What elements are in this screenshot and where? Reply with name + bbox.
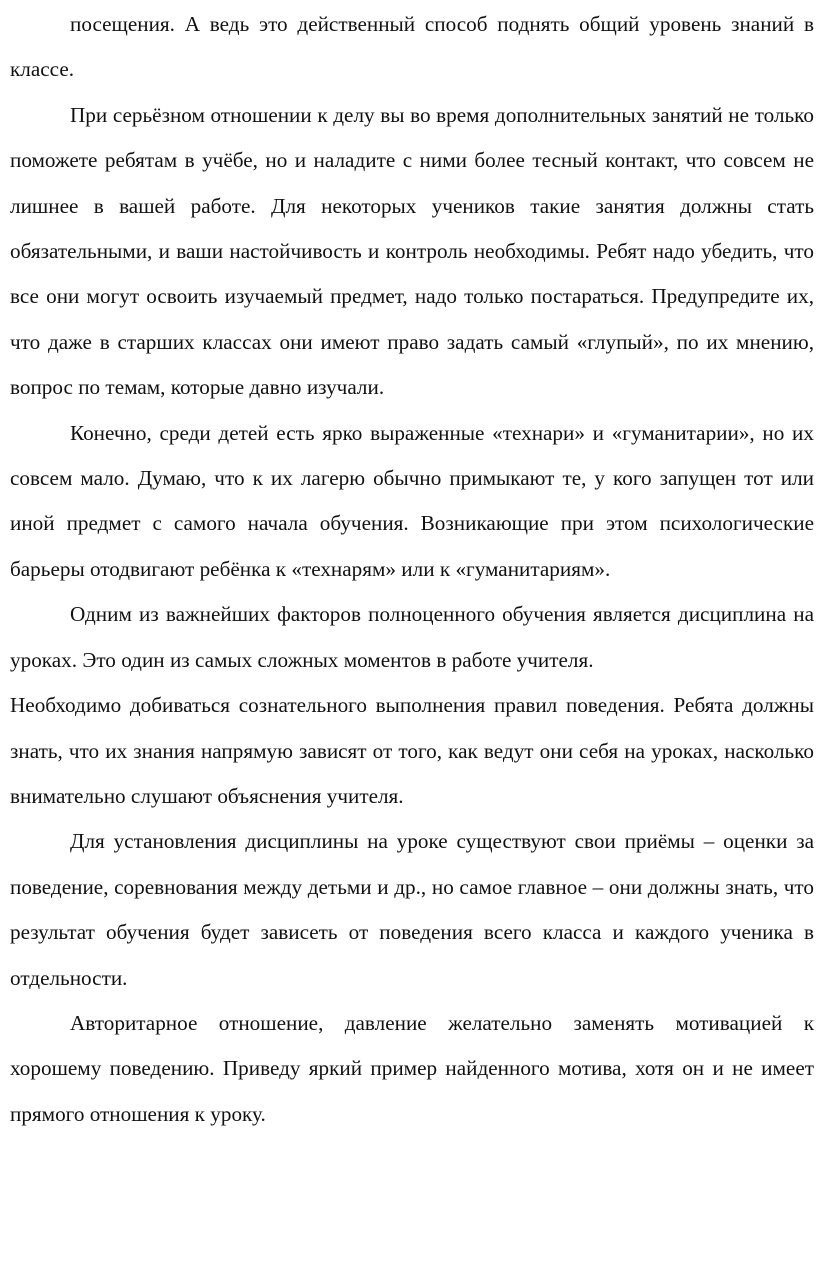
paragraph-4: Одним из важнейших факторов полноценного обучения является дисциплина на уроках. Это один из самых сложных моментов в работе учителя. xyxy=(10,602,814,672)
paragraph-2: При серьёзном отношении к делу вы во время дополнительных занятий не только поможете ребятам в учёбе, но и наладите с ними более тесный контакт, что совсем не лишнее в вашей работе. Для некоторых учеников такие занятия должны стать обязательными, и ваши настойчивость и контроль необходимы. Ребят надо убедить, что все они могут освоить изучаемый предмет, надо только постараться. Предупредите их, что даже в старших классах они имеют право задать самый «глупый», по их мнению, вопрос по темам, которые давно изучали. xyxy=(10,102,814,400)
paragraph-3: Конечно, среди детей есть ярко выраженные «технари» и «гуманитарии», но их совсем мало. Думаю, что к их лагерю обычно примыкают те, у кого запущен тот или иной предмет с самого начала обучения. Возникающие при этом психологические барьеры отодвигают ребёнка к «технарям» или к «гуманитариям». xyxy=(10,420,814,581)
paragraph-1: посещения. А ведь это действенный способ поднять общий уровень знаний в классе. xyxy=(10,12,814,82)
paragraph-6: Для установления дисциплины на уроке существуют свои приёмы – оценки за поведение, соревнования между детьми и др., но самое главное – они должны знать, что результат обучения будет зависеть от поведения всего класса и каждого ученика в отдельности. xyxy=(10,829,814,990)
document-page xyxy=(10,2,814,1137)
paragraph-5: Необходимо добиваться сознательного выполнения правил поведения. Ребята должны знать, что их знания напрямую зависят от того, как ведут они себя на уроках, насколько внимательно слушают объяснения учителя. xyxy=(10,693,814,808)
paragraph-7: Авторитарное отношение, давление желательно заменять мотивацией к хорошему поведению. Приведу яркий пример найденного мотива, хотя он и не имеет прямого отношения к уроку. xyxy=(10,1010,814,1126)
